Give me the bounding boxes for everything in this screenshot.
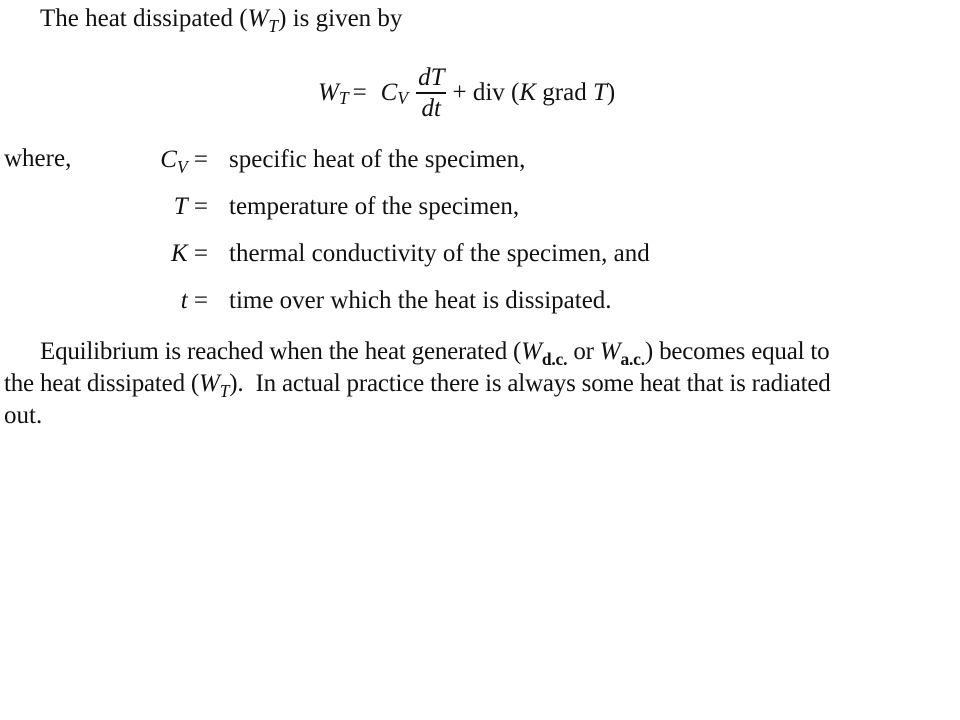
definition-row (0, 146, 960, 178)
equation-lhs-sub: T (338, 88, 349, 109)
paragraph-line-3: out. (4, 402, 43, 429)
equation-rest-a: + div ( (452, 79, 520, 106)
definition-row (0, 193, 960, 225)
definition-text: thermal conductivity of the specimen, and (229, 240, 650, 267)
fraction-numerator: dT (418, 64, 445, 91)
equation-lhs: W (318, 79, 339, 106)
equation-cv-sub: V (397, 88, 409, 109)
intro-text-after: ) is given by (278, 5, 403, 32)
where-label: where, (4, 145, 72, 172)
heat-equation (318, 66, 615, 120)
intro-var-sub: T (268, 15, 279, 36)
intro-text-before: The heat dissipated ( (40, 5, 248, 32)
equation-equals: = (352, 79, 367, 106)
definition-symbol: t = (180, 287, 208, 314)
definition-row (0, 240, 960, 272)
fraction-denominator: dt (421, 95, 441, 122)
definition-symbol: $C_V$ = (160, 146, 208, 177)
intro-line (40, 5, 403, 36)
equation-rest-c: ) (606, 79, 616, 106)
definition-text: temperature of the specimen, (229, 193, 520, 220)
equation-rest-b: grad (536, 79, 593, 106)
paragraph-line-1: Equilibrium is reached when the heat generated ($W_{d.c.}$ or $W_{a.c.}$) becomes equal to (40, 338, 830, 369)
definition-row (0, 287, 960, 319)
definition-text: time over which the heat is dissipated. (229, 287, 612, 314)
paragraph-line-2: the heat dissipated $(W_T)$. In actual practice there is always some heat that is radiated (4, 370, 831, 401)
equation-cv: C (380, 79, 398, 106)
equation-k: K (519, 79, 537, 106)
definition-symbol: T = (173, 193, 208, 220)
definition-text: specific heat of the specimen, (229, 146, 526, 173)
intro-var: W (247, 5, 269, 32)
equation-t: T (592, 79, 607, 106)
equation-fraction (416, 65, 446, 121)
definition-symbol: K = (170, 240, 208, 267)
